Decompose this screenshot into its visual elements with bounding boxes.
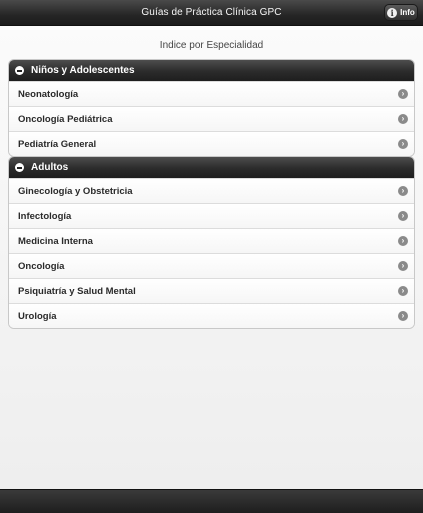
list-item-oncologia-pediatrica[interactable] — [9, 106, 414, 131]
list-item-label: Neonatología — [18, 88, 79, 100]
list-item-label: Urología — [18, 310, 57, 322]
chevron-right-icon: › — [398, 211, 408, 221]
chevron-right-icon: › — [398, 139, 408, 149]
minus-circle-icon[interactable] — [15, 66, 24, 75]
chevron-right-icon: › — [398, 89, 408, 99]
list-item-medicina-interna[interactable] — [9, 228, 414, 253]
app-title: Guías de Práctica Clínica GPC — [141, 7, 282, 18]
chevron-right-icon: › — [398, 114, 408, 124]
list-item-label: Medicina Interna — [18, 235, 93, 247]
list-item-label: Pediatría General — [18, 138, 97, 150]
bottom-toolbar — [0, 489, 423, 513]
section-ninos-adolescentes — [8, 59, 415, 157]
list-item-label: Oncología Pediátrica — [18, 113, 113, 125]
list-item-pediatria-general[interactable] — [9, 131, 414, 156]
info-icon: i — [387, 8, 397, 18]
list-item-oncologia[interactable] — [9, 253, 414, 278]
chevron-right-icon: › — [398, 286, 408, 296]
section-title: Niños y Adolescentes — [31, 65, 135, 76]
list-item-psiquiatria[interactable] — [9, 278, 414, 303]
chevron-right-icon: › — [398, 261, 408, 271]
page-subtitle: Indice por Especialidad — [159, 40, 264, 51]
minus-circle-icon[interactable] — [15, 163, 24, 172]
info-button-label: Info — [400, 8, 415, 17]
section-title: Adultos — [31, 162, 69, 173]
info-button[interactable] — [384, 4, 418, 21]
chevron-right-icon: › — [398, 311, 408, 321]
chevron-right-icon: › — [398, 186, 408, 196]
list-item-label: Ginecología y Obstetricia — [18, 185, 133, 197]
top-toolbar — [0, 0, 423, 26]
section-adultos — [8, 156, 415, 329]
list-item-label: Psiquiatría y Salud Mental — [18, 285, 136, 297]
main-content — [0, 26, 423, 489]
list-item-ginecologia[interactable] — [9, 178, 414, 203]
list-item-neonatologia[interactable] — [9, 81, 414, 106]
chevron-right-icon: › — [398, 236, 408, 246]
list-item-label: Infectología — [18, 210, 72, 222]
list-item-infectologia[interactable] — [9, 203, 414, 228]
section-header-adultos[interactable] — [9, 157, 414, 178]
list-item-label: Oncología — [18, 260, 65, 272]
list-item-urologia[interactable] — [9, 303, 414, 328]
section-header-ninos[interactable] — [9, 60, 414, 81]
